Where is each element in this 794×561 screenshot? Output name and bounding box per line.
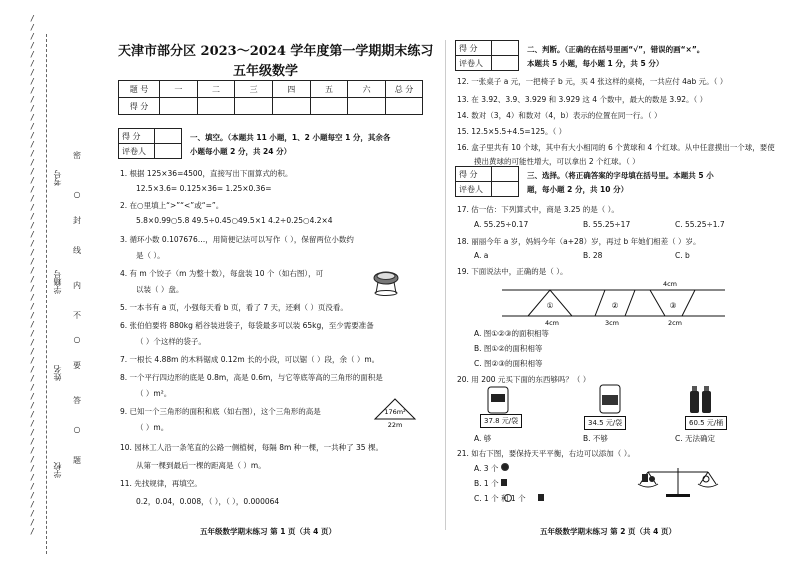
question-text: 1. 根据 125×36=4500，直接写出下面算式的积。	[120, 169, 293, 178]
option	[474, 478, 507, 489]
option: C. b	[675, 251, 690, 260]
score-cell[interactable]	[310, 98, 348, 115]
price-tag: 34.5 元/袋	[584, 416, 626, 430]
section2-heading: 二、判断。（正确的在括号里画“√”，错误的画“×”。	[527, 45, 705, 54]
page-footer-right: 五年级数学期末练习 第 2 页（共 4 页）	[540, 527, 676, 536]
binding-slash-mark: /	[30, 446, 35, 455]
box-label: 得 分	[119, 129, 155, 144]
binding-slash-mark: /	[30, 131, 35, 140]
section2-score-box	[455, 40, 519, 71]
binding-slash-mark: /	[30, 437, 35, 446]
seal-char: 封	[73, 216, 81, 225]
binding-slash-mark: /	[30, 77, 35, 86]
score-cell[interactable]	[348, 98, 386, 115]
seal-char: 线	[73, 246, 81, 255]
student-id-label: 学籍号	[53, 270, 62, 294]
triangle-figure	[372, 395, 418, 429]
seal-char: 不	[73, 311, 81, 320]
option: C. 55.25÷1.7	[675, 220, 725, 229]
binding-slash-mark: /	[30, 212, 35, 221]
section1-heading: 一、填空。（本题共 11 小题，1、2 小题每空 1 分，其余各	[190, 133, 391, 142]
option: A. a	[474, 251, 489, 260]
binding-slash-mark: /	[30, 374, 35, 383]
score-cell[interactable]	[160, 98, 198, 115]
binding-slash-mark: /	[30, 518, 35, 527]
score-header-cell: 五	[310, 81, 348, 98]
binding-slash-mark: /	[30, 509, 35, 518]
shape-label: ③	[669, 301, 677, 310]
block-icon	[501, 479, 507, 486]
question-text: 是（ ）。	[136, 251, 165, 260]
price-tag: 60.5 元/桶	[685, 416, 727, 430]
question-text: 4. 有 m 个饺子（m 为整十数），每盘装 10 个（如右图），可	[120, 269, 324, 278]
section1-heading-cont: 小题每小题 2 分，共 24 分）	[190, 147, 292, 156]
binding-slash-mark: /	[30, 122, 35, 131]
binding-slash-mark: /	[30, 203, 35, 212]
binding-slash-mark: /	[30, 329, 35, 338]
binding-slash-mark: /	[30, 158, 35, 167]
score-header-cell: 三	[235, 81, 273, 98]
binding-slash-mark: /	[30, 428, 35, 437]
binding-slash-mark: /	[30, 257, 35, 266]
option: A. 图①②③的面积相等	[474, 329, 549, 338]
binding-slash-mark: /	[30, 311, 35, 320]
question-text: 9. 已知一个三角形的面积和底（如右图），这个三角形的高是	[120, 407, 321, 416]
score-cell[interactable]	[272, 98, 310, 115]
shapes-figure	[500, 278, 730, 326]
box-cell[interactable]	[155, 144, 182, 159]
binding-slash-mark: /	[30, 32, 35, 41]
score-header-cell: 一	[160, 81, 198, 98]
seal-char: 内	[73, 281, 81, 290]
binding-slash-mark: /	[30, 320, 35, 329]
seal-line	[46, 34, 48, 554]
option: C. 图②③的面积相等	[474, 359, 543, 368]
section3-heading: 三、选择。（将正确答案的字母填在括号里。本题共 5 小	[527, 171, 714, 180]
score-cell[interactable]	[386, 98, 423, 115]
box-cell[interactable]	[492, 56, 519, 71]
binding-slash-mark: /	[30, 365, 35, 374]
option-label: C. 1 个 和 1 个	[474, 494, 526, 503]
binding-slash-mark: /	[30, 185, 35, 194]
binding-slash-mark: /	[30, 500, 35, 509]
binding-slash-mark: /	[30, 464, 35, 473]
seal-char: 要	[73, 361, 81, 370]
binding-slash-mark: /	[30, 401, 35, 410]
shape-label: ①	[546, 301, 554, 310]
binding-slash-mark: /	[30, 419, 35, 428]
binding-slash-mark: /	[30, 455, 35, 464]
name-label: 姓名	[53, 365, 62, 381]
binding-slash-mark: /	[30, 356, 35, 365]
page-divider	[445, 40, 446, 530]
seal-char: 题	[73, 456, 81, 465]
dimension-label: 4cm	[544, 319, 560, 326]
dumpling-plate-image	[370, 266, 402, 296]
question-text: 10. 园林工人沿一条笔直的公路一侧植树，每隔 8m 种一棵，一共种了 35 棵。	[120, 443, 383, 452]
question-text: 13. 在 3.9̇2̇、3.9̇、3.929 和 3.9̇2̇9̇ 这 4 个数中，最大的数是 3.9̇2̇。（ ）	[457, 95, 708, 104]
seal-char: 答	[73, 396, 81, 405]
exam-title: 天津市部分区 2023～2024 学年度第一学期期末练习	[118, 44, 434, 59]
question-text: 15. 12.5×5.5+4.5=125。（ ）	[457, 127, 567, 136]
question-text: 从第一棵到最后一棵的距离是（ ）m。	[136, 461, 266, 470]
question-text: 12.5×3.6= 0.125×36= 1.25×0.36=	[136, 184, 272, 193]
ball-icon	[501, 463, 509, 471]
binding-slash-mark: /	[30, 473, 35, 482]
binding-slashes	[30, 14, 38, 544]
score-table	[118, 80, 423, 115]
binding-slash-mark: /	[30, 410, 35, 419]
box-cell[interactable]	[492, 182, 519, 197]
seal-dot: ○	[73, 335, 81, 344]
option: A. 55.25÷0.17	[474, 220, 529, 229]
ball-icon	[504, 494, 512, 502]
box-label: 得 分	[456, 167, 492, 182]
box-label: 得 分	[456, 41, 492, 56]
section2-heading-cont: 本题共 5 小题，每小题 1 分，共 5 分）	[527, 59, 664, 68]
option: B. 55.25÷17	[583, 220, 631, 229]
question-text: 7. 一根长 4.88m 的木料锯成 0.12m 长的小段，可以锯（ ）段，余（ ）m。	[120, 355, 380, 364]
section3-score-box	[455, 166, 519, 197]
option: C. 无法确定	[675, 434, 716, 443]
score-header-cell: 总 分	[386, 81, 423, 98]
binding-slash-mark: /	[30, 338, 35, 347]
binding-slash-mark: /	[30, 230, 35, 239]
balance-scale-figure	[628, 462, 728, 498]
binding-slash-mark: /	[30, 266, 35, 275]
score-cell[interactable]	[235, 98, 273, 115]
question-text: （ ）m。	[136, 423, 169, 432]
score-row-label: 得 分	[119, 98, 160, 115]
score-header-cell: 二	[197, 81, 235, 98]
question-text: （ ）个这样的袋子。	[136, 337, 206, 346]
rice-bag-image	[480, 385, 516, 415]
question-text: 6. 张伯伯要将 880kg 稻谷装进袋子，每袋最多可以装 65kg，至少需要准备	[120, 321, 374, 330]
question-text: 5. 一本书有 a 页，小强每天看 b 页，看了 7 天，还剩（ ）页没看。	[120, 303, 348, 312]
flour-bag-image	[592, 383, 628, 415]
score-header-cell: 题 号	[119, 81, 160, 98]
question-text: 17. 估一估：下列算式中，商是 3.25 的是（ ）。	[457, 205, 619, 214]
question-text: （ ）m²。	[136, 389, 172, 398]
shape-label: ②	[611, 301, 619, 310]
question-text: 18. 丽丽今年 a 岁，妈妈今年（a+28）岁，再过 b 年她们相差（ ）岁。	[457, 237, 701, 246]
question-text: 12. 一张桌子 a 元，一把椅子 b 元，买 4 张这样的桌椅，一共应付 4ab 元。（ ）	[457, 77, 728, 86]
question-text: 摸出黄球的可能性增大，可以拿出 2 个红球。（ ）	[474, 157, 640, 166]
binding-slash-mark: /	[30, 104, 35, 113]
question-text: 以装（ ）盘。	[136, 285, 184, 294]
exam-subtitle: 五年级数学	[233, 64, 299, 79]
box-label: 评卷人	[119, 144, 155, 159]
binding-slash-mark: /	[30, 149, 35, 158]
box-cell[interactable]	[155, 129, 182, 144]
binding-slash-mark: /	[30, 50, 35, 59]
question-text: 5.8×0.99○5.8 49.5÷0.45○49.5×1 4.2÷0.25○4.2×4	[136, 216, 333, 225]
question-text: 0.2，0.04，0.008，（ ），（ ），0.000064	[136, 497, 280, 506]
binding-slash-mark: /	[30, 347, 35, 356]
binding-slash-mark: /	[30, 41, 35, 50]
binding-slash-mark: /	[30, 14, 35, 23]
question-text: 11. 先找规律，再填空。	[120, 479, 202, 488]
question-text: 8. 一个平行四边形的底是 0.8m，高是 0.6m，与它等底等高的三角形的面积是	[120, 373, 383, 382]
score-header-cell: 四	[272, 81, 310, 98]
option-label: A. 3 个	[474, 464, 499, 473]
box-cell[interactable]	[492, 167, 519, 182]
section3-heading-cont: 题，每小题 2 分，共 10 分）	[527, 185, 629, 194]
triangle-area-label: 176m²	[384, 408, 406, 416]
question-text: 19. 下面说法中，正确的是（ ）。	[457, 267, 568, 276]
question-text: 14. 数对（3，4）和数对（4，b）表示的位置在同一行。（ ）	[457, 111, 662, 120]
option: B. 图①②的面积相等	[474, 344, 543, 353]
question-text: 16. 盒子里共有 10 个球，其中有大小相同的 6 个黄球和 4 个红球。从中任意摸出一个球，要使	[457, 143, 775, 152]
binding-slash-mark: /	[30, 284, 35, 293]
seal-char: 密	[73, 151, 81, 160]
binding-slash-mark: /	[30, 293, 35, 302]
binding-slash-mark: /	[30, 95, 35, 104]
binding-slash-mark: /	[30, 59, 35, 68]
page-footer-left: 五年级数学期末练习 第 1 页（共 4 页）	[200, 527, 336, 536]
binding-slash-mark: /	[30, 527, 35, 536]
option: B. 28	[583, 251, 603, 260]
binding-slash-mark: /	[30, 302, 35, 311]
option	[474, 463, 509, 474]
price-tag: 37.8 元/袋	[480, 414, 522, 428]
binding-slash-mark: /	[30, 113, 35, 122]
question-text: 3. 循环小数 0.107676…，用简便记法可以写作（ ），保留两位小数约	[120, 235, 354, 244]
seal-dot: ○	[73, 425, 81, 434]
binding-slash-mark: /	[30, 392, 35, 401]
binding-slash-mark: /	[30, 239, 35, 248]
binding-slash-mark: /	[30, 86, 35, 95]
dimension-label: 4cm	[662, 280, 678, 288]
block-icon	[538, 494, 544, 501]
binding-slash-mark: /	[30, 23, 35, 32]
dimension-label: 3cm	[604, 319, 620, 326]
binding-slash-mark: /	[30, 482, 35, 491]
option: B. 不够	[583, 434, 608, 443]
option: A. 够	[474, 434, 492, 443]
box-cell[interactable]	[492, 41, 519, 56]
option-label: B. 1 个	[474, 479, 499, 488]
binding-slash-mark: /	[30, 68, 35, 77]
oil-bottle-image	[683, 383, 719, 415]
box-label: 评卷人	[456, 56, 492, 71]
option	[474, 493, 526, 504]
binding-slash-mark: /	[30, 140, 35, 149]
seal-dot: ○	[73, 190, 81, 199]
triangle-base-label: 22m	[387, 421, 403, 429]
score-cell[interactable]	[197, 98, 235, 115]
binding-slash-mark: /	[30, 167, 35, 176]
dimension-label: 2cm	[667, 319, 683, 326]
school-label: 学校	[53, 462, 62, 478]
question-text: 21. 如右下图，要保持天平平衡，右边可以添加（ ）。	[457, 449, 635, 458]
binding-slash-mark: /	[30, 194, 35, 203]
binding-slash-mark: /	[30, 275, 35, 284]
score-header-cell: 六	[348, 81, 386, 98]
binding-slash-mark: /	[30, 491, 35, 500]
exam-number-label: 考号	[53, 170, 62, 186]
section1-score-box	[118, 128, 182, 159]
question-text: 2. 在○里填上“>”“<”或“=”。	[120, 201, 224, 210]
binding-slash-mark: /	[30, 176, 35, 185]
binding-slash-mark: /	[30, 248, 35, 257]
binding-slash-mark: /	[30, 221, 35, 230]
binding-slash-mark: /	[30, 383, 35, 392]
question-text: 20. 用 200 元买下面的东西够吗？（ ）	[457, 375, 591, 384]
box-label: 评卷人	[456, 182, 492, 197]
